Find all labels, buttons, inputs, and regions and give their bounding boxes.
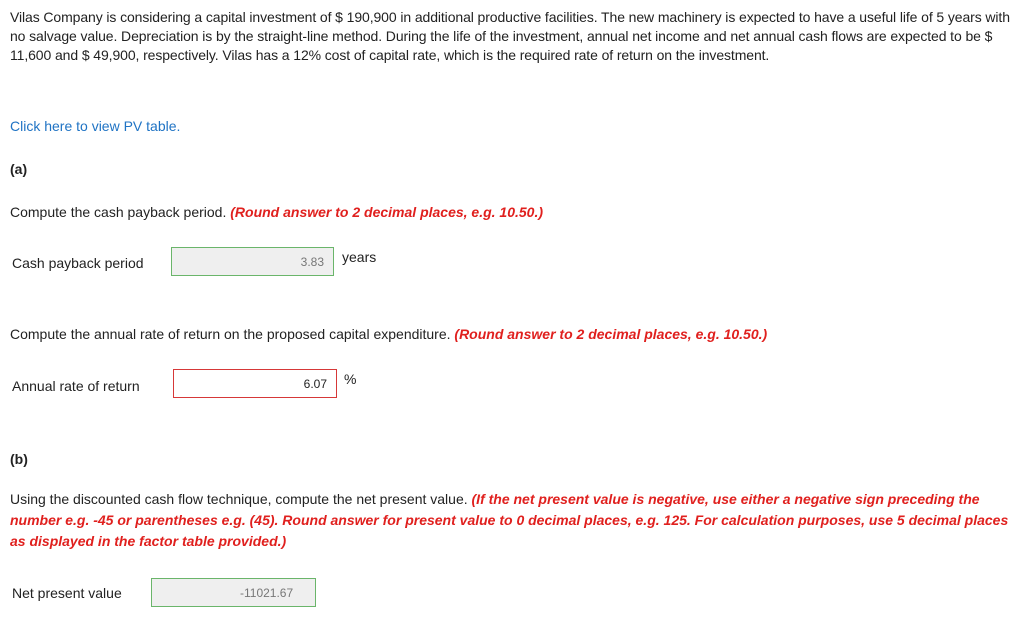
return-rate-unit-wrap — [337, 371, 356, 387]
part-a-label: (a) — [10, 161, 28, 177]
npv-input[interactable]: -11021.67 — [151, 578, 316, 607]
payback-input[interactable]: 3.83 — [171, 247, 334, 276]
payback-question-text: Compute the cash payback period. — [10, 204, 227, 220]
payback-question — [10, 202, 1010, 223]
part-b-label: (b) — [10, 451, 28, 467]
payback-field-label: Cash payback period — [12, 255, 144, 271]
pv-table-link[interactable]: Click here to view PV table. — [10, 118, 181, 134]
return-rate-field-label: Annual rate of return — [12, 378, 140, 394]
return-rate-input[interactable]: 6.07 — [173, 369, 337, 398]
problem-statement: Vilas Company is considering a capital investment of $ 190,900 in additional productive facilities. The new machinery is expected to have a useful life of 5 years with no salvage value. Depreciation is by the straight-line method. During the life of the investment, annual net income and net annual cash flows are expected to be $ 11,600 and $ 49,900, respectively. Vilas has a 12% cost of capital rate, which is the required rate of return on the investment. — [10, 9, 1010, 63]
npv-question-text: Using the discounted cash flow technique, compute the net present value. — [10, 491, 468, 507]
npv-field-label: Net present value — [12, 585, 122, 601]
payback-unit: years — [342, 249, 377, 265]
npv-hint: (If the net present value is negative, use either a negative sign preceding the number e.g. -45 or parentheses e.g. (45). Round answer for present value to 0 decimal places, e.g. 125. For calculation purposes, use 5 decimal places as displayed in the factor table provided.) — [10, 491, 1009, 549]
payback-hint: (Round answer to 2 decimal places, e.g. 10.50.) — [230, 204, 544, 220]
npv-question — [10, 489, 1010, 552]
return-rate-hint: (Round answer to 2 decimal places, e.g. 10.50.) — [454, 326, 768, 342]
return-rate-question — [10, 324, 1010, 345]
percent-unit: % — [344, 371, 357, 387]
return-rate-question-text: Compute the annual rate of return on the proposed capital expenditure. — [10, 326, 451, 342]
payback-unit-wrap — [335, 249, 376, 265]
